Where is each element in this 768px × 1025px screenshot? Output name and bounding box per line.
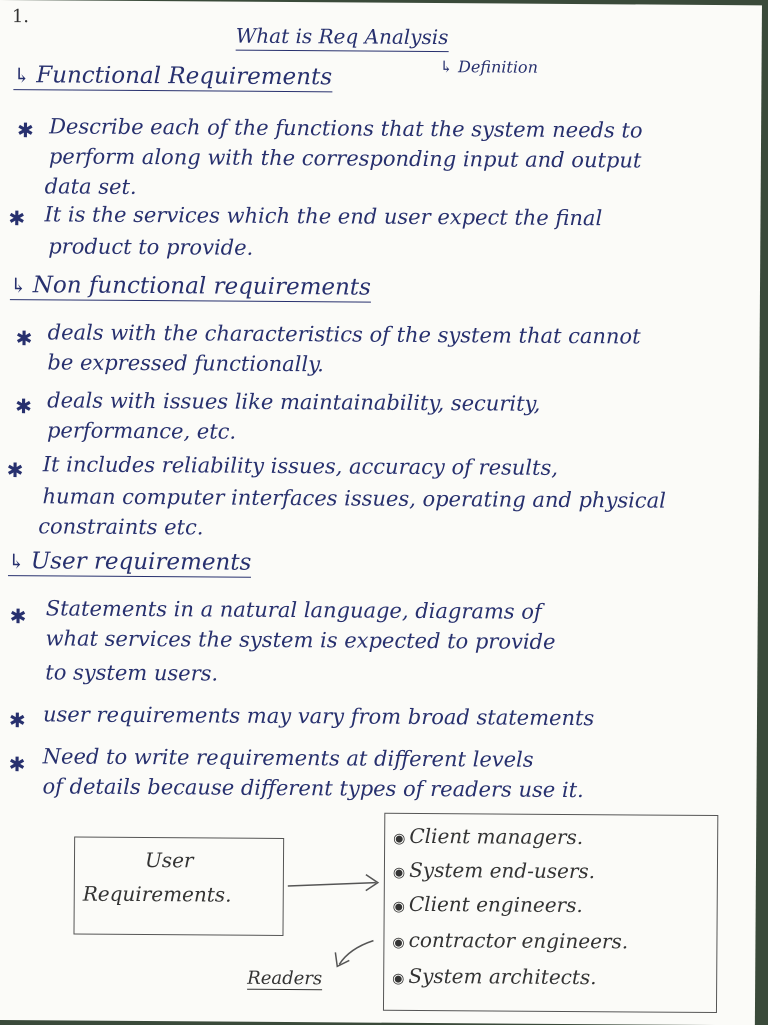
- circle-dot-icon: ◉: [392, 898, 405, 915]
- bullet-line: be expressed functionally.: [47, 350, 324, 377]
- star-icon: ✱: [15, 326, 33, 351]
- user-requirements-box: [73, 837, 284, 936]
- reader-item: [393, 892, 583, 917]
- readers-box: [383, 813, 718, 1013]
- section-heading-text: Functional Requirements: [36, 62, 333, 91]
- circle-dot-icon: ◉: [392, 970, 405, 987]
- hooked-arrow-icon: ↳: [7, 549, 25, 574]
- readers-label: Readers: [247, 967, 323, 990]
- box-label-line-1: User: [144, 848, 194, 873]
- star-icon: ✱: [15, 394, 33, 419]
- bullet-line: performance, etc.: [46, 418, 237, 444]
- star-icon: ✱: [9, 604, 27, 629]
- arrow-to-readers: [288, 882, 376, 887]
- bullet-line: Statements in a natural language, diagrams of: [45, 596, 542, 624]
- box-label-line-2: Requirements.: [82, 881, 232, 907]
- circle-dot-icon: ◉: [392, 934, 405, 951]
- bullet-line: of details because different types of readers use it.: [42, 774, 584, 803]
- bullet-line: data set.: [44, 174, 137, 199]
- page-subtitle: ↳ Definition: [439, 57, 538, 77]
- section-heading-nonfunctional: [10, 272, 371, 303]
- circle-dot-icon: ◉: [392, 864, 406, 881]
- star-icon: ✱: [17, 118, 34, 143]
- bullet-line: Need to write requirements at different levels: [42, 744, 534, 772]
- bullet-line: product to provide.: [48, 234, 254, 260]
- bullet-line: It is the services which the end user expect the final: [44, 202, 603, 231]
- star-icon: ✱: [8, 752, 26, 777]
- reader-label: contractor engineers.: [408, 927, 629, 954]
- hooked-arrow-icon: ↳: [9, 273, 27, 298]
- circle-dot-icon: ◉: [393, 830, 406, 847]
- bullet-line: deals with issues like maintainability, security,: [47, 388, 541, 416]
- reader-label: Client engineers.: [408, 891, 583, 918]
- section-heading-text: Non functional requirements: [32, 272, 371, 301]
- bullet-line: user requirements may vary from broad statements: [42, 702, 595, 731]
- section-heading-user: [8, 548, 251, 578]
- star-icon: ✱: [8, 708, 26, 733]
- reader-label: System end-users.: [409, 857, 596, 884]
- bullet-line: human computer interfaces issues, operating and physical: [42, 484, 666, 513]
- section-heading-functional: [13, 62, 332, 92]
- arrow-to-readers-label: [339, 940, 373, 964]
- bullet-line: Describe each of the functions that the system needs to: [49, 114, 643, 143]
- section-heading-text: User requirements: [30, 548, 252, 576]
- reader-item: [393, 858, 595, 883]
- bullet-line: what services the system is expected to provide: [45, 626, 556, 654]
- bullet-line: deals with the characteristics of the system that cannot: [47, 320, 641, 349]
- arrowhead: [366, 875, 378, 891]
- reader-item: [393, 824, 583, 849]
- reader-item: [392, 928, 628, 954]
- star-icon: ✱: [8, 206, 26, 231]
- arrowhead: [335, 952, 349, 966]
- reader-label: Client managers.: [409, 823, 584, 850]
- page-number: 1.: [11, 6, 30, 28]
- reader-item: [392, 964, 597, 989]
- reader-label: System architects.: [408, 963, 597, 990]
- bullet-line: It includes reliability issues, accuracy of results,: [42, 452, 559, 480]
- bullet-line: to system users.: [45, 660, 219, 686]
- hooked-arrow-icon: ↳: [13, 63, 31, 88]
- page-title: What is Req Analysis: [236, 24, 449, 52]
- star-icon: ✱: [6, 458, 24, 483]
- bullet-line: constraints etc.: [38, 514, 204, 540]
- bullet-line: perform along with the corresponding input and output: [48, 144, 642, 173]
